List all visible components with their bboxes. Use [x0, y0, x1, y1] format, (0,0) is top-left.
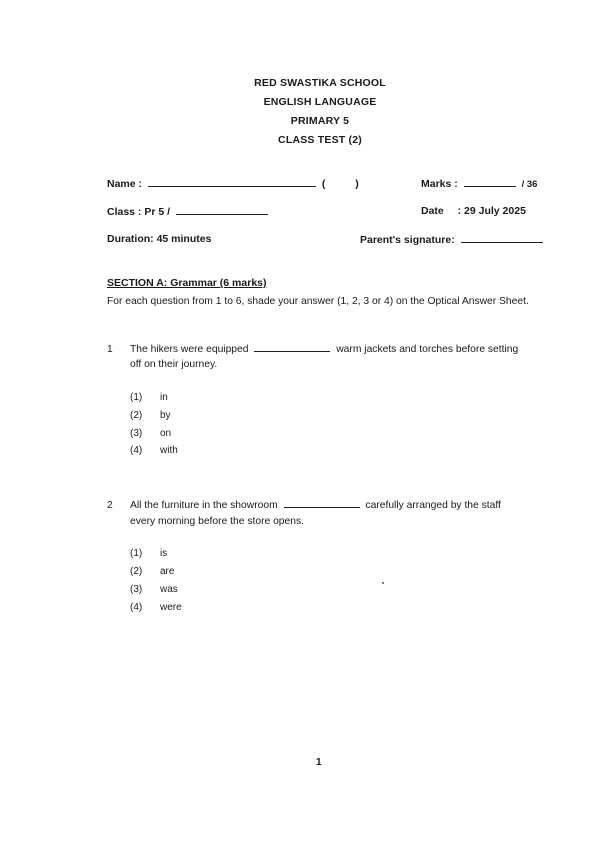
signature-field: [360, 233, 546, 246]
question-number: 2: [107, 500, 113, 511]
section-instruction: For each question from 1 to 6, shade your answer (1, 2, 3 or 4) on the Optical Answer Sheet.: [107, 296, 529, 307]
option-number: (2): [130, 566, 143, 577]
question-number: 1: [107, 344, 113, 355]
option-text: on: [160, 428, 172, 439]
signature-blank[interactable]: [461, 233, 543, 243]
name-blank[interactable]: [148, 177, 316, 187]
option-text: were: [160, 602, 182, 613]
marks-label: Marks :: [421, 178, 458, 190]
option-number: (3): [130, 584, 143, 595]
question-text-line2: off on their journey.: [130, 359, 218, 370]
question-text-after: warm jackets and torches before setting: [336, 344, 519, 355]
marks-field: [421, 177, 537, 190]
register-paren-close: ): [355, 178, 359, 190]
option-number: (4): [130, 445, 143, 456]
level-title: PRIMARY 5: [290, 115, 350, 127]
answer-blank: [284, 498, 360, 508]
option-text: was: [160, 584, 178, 595]
school-name: RED SWASTIKA SCHOOL: [254, 77, 386, 89]
marks-total: / 36: [521, 179, 538, 190]
name-field: [107, 177, 359, 190]
option-text: by: [160, 410, 171, 421]
class-field: [107, 205, 271, 218]
duration-text: Duration: 45 minutes: [107, 233, 212, 245]
exam-title-block: [0, 74, 600, 150]
marks-blank[interactable]: [464, 177, 516, 187]
option-number: (4): [130, 602, 143, 613]
question-text-line2: every morning before the store opens.: [130, 516, 305, 527]
register-paren-open: (: [321, 178, 326, 190]
question-text-after: carefully arranged by the staff: [365, 500, 501, 511]
page-number: 1: [316, 757, 322, 768]
date-field: [421, 205, 526, 217]
test-title: CLASS TEST (2): [278, 134, 362, 146]
question-text-before: The hikers were equipped: [130, 344, 249, 355]
date-label: Date: [421, 205, 444, 217]
subject-title: ENGLISH LANGUAGE: [263, 96, 377, 108]
option-number: (1): [130, 392, 143, 403]
answer-blank: [254, 342, 330, 352]
option-text: with: [160, 445, 178, 456]
signature-label: Parent's signature:: [360, 234, 455, 246]
question-text: [130, 497, 501, 514]
class-label: Class : Pr 5 /: [107, 206, 171, 218]
date-value: : 29 July 2025: [457, 205, 526, 217]
option-text: in: [160, 392, 168, 403]
option-number: (1): [130, 548, 143, 559]
class-blank[interactable]: [176, 205, 268, 215]
section-title: SECTION A: Grammar (6 marks): [107, 277, 267, 289]
scan-speck: [382, 582, 384, 584]
option-number: (2): [130, 410, 143, 421]
name-label: Name :: [107, 178, 143, 190]
option-text: are: [160, 566, 175, 577]
option-number: (3): [130, 428, 143, 439]
option-text: is: [160, 548, 168, 559]
question-text-before: All the furniture in the showroom: [130, 500, 278, 511]
